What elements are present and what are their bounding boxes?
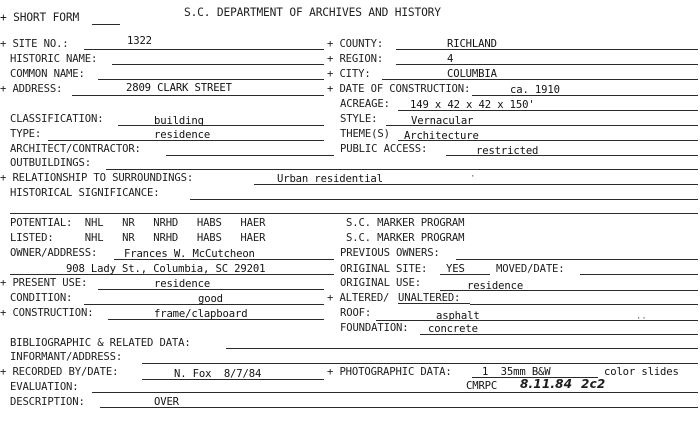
short-form-label: + SHORT FORM [0, 11, 80, 24]
county-label: + COUNTY: [327, 38, 384, 50]
address-value: 2809 CLARK STREET [126, 82, 232, 94]
site-no-label: + SITE NO.: [0, 38, 69, 50]
sc-marker-program-1: S.C. MARKER PROGRAM [346, 217, 465, 229]
previous-owners-label: PREVIOUS OWNERS: [340, 247, 440, 259]
relationship-label: + RELATIONSHIP TO SURROUNDINGS: [0, 172, 194, 184]
moved-date-label: MOVED/DATE: [496, 263, 565, 275]
evaluation-label: EVALUATION: [10, 381, 79, 393]
city-value: COLUMBIA [447, 68, 497, 80]
present-use-value: residence [154, 278, 211, 290]
owner-address-label: OWNER/ADDRESS: [10, 247, 98, 259]
region-line [396, 64, 698, 65]
type-label: TYPE: [10, 128, 42, 140]
unaltered-underline [398, 303, 470, 304]
unaltered-label: UNALTERED: [398, 292, 461, 304]
foundation-value: concrete [428, 323, 478, 335]
classification-value: building [154, 115, 204, 127]
historic-name-label: HISTORIC NAME: [10, 53, 98, 65]
historical-significance-line [190, 199, 698, 200]
condition-value: good [198, 293, 223, 305]
construction-label: + CONSTRUCTION: [0, 307, 94, 319]
significance-extra-line [10, 213, 698, 214]
roof-value: asphalt [436, 310, 480, 322]
original-site-label: ORIGINAL SITE: [340, 263, 428, 275]
owner-line2-value: 908 Lady St., Columbia, SC 29201 [66, 263, 266, 275]
date-of-construction-label: + DATE OF CONSTRUCTION: [327, 83, 471, 95]
roof-label: ROOF: [340, 307, 372, 319]
color-slides-value: color slides [604, 366, 679, 378]
public-access-line [446, 155, 698, 156]
common-name-line [98, 79, 324, 80]
architect-label: ARCHITECT/CONTRACTOR: [10, 143, 141, 155]
common-name-label: COMMON NAME: [10, 68, 85, 80]
owner-line1-value: Frances W. McCutcheon [124, 248, 255, 260]
description-label: DESCRIPTION: [10, 396, 85, 408]
owner-line2 [10, 274, 334, 275]
type-line [48, 140, 324, 141]
recorded-by-label: + RECORDED BY/DATE: [0, 366, 119, 378]
foundation-label: FOUNDATION: [340, 322, 409, 334]
altered-line [470, 304, 698, 305]
relationship-line [254, 184, 698, 185]
listed-row: LISTED: NHL NR NRHD HABS HAER [10, 232, 266, 244]
foundation-line [420, 334, 698, 335]
short-form-line [92, 24, 120, 25]
address-label: + ADDRESS: [0, 83, 63, 95]
construction-line [108, 319, 324, 320]
public-access-label: PUBLIC ACCESS: [340, 143, 428, 155]
outbuildings-line [106, 169, 698, 170]
site-no-value: 1322 [127, 35, 152, 47]
acreage-value: 149 x 42 x 42 x 150' [410, 99, 535, 111]
construction-value: frame/clapboard [154, 308, 248, 320]
county-line [396, 49, 698, 50]
original-use-value: residence [467, 280, 524, 292]
evaluation-line [92, 392, 698, 393]
recorded-by-value: N. Fox 8/7/84 [174, 368, 262, 380]
region-value: 4 [447, 53, 454, 65]
sc-marker-program-2: S.C. MARKER PROGRAM [346, 232, 465, 244]
bibliographic-label: BIBLIOGRAPHIC & RELATED DATA: [10, 337, 191, 349]
speck: ·· [636, 314, 647, 324]
present-use-line [98, 289, 324, 290]
original-site-line [440, 274, 490, 275]
handwritten-date-annotation: 8.11.84 2c2 [520, 377, 606, 391]
informant-label: INFORMANT/ADDRESS: [10, 351, 123, 363]
original-use-label: ORIGINAL USE: [340, 277, 421, 289]
site-no-line [84, 49, 324, 50]
original-use-line [440, 290, 698, 291]
acreage-line [398, 110, 698, 111]
date-of-construction-value: ca. 1910 [510, 84, 560, 96]
classification-label: CLASSIFICATION: [10, 113, 104, 125]
themes-label: THEME(S) [340, 128, 390, 140]
photographic-data-label: + PHOTOGRAPHIC DATA: [327, 366, 452, 378]
county-value: RICHLAND [447, 38, 497, 50]
type-value: residence [154, 129, 211, 141]
classification-line [118, 125, 324, 126]
themes-line [398, 140, 698, 141]
style-line [386, 125, 698, 126]
owner-line1 [114, 259, 334, 260]
potential-row: POTENTIAL: NHL NR NRHD HABS HAER [10, 217, 266, 229]
address-line [72, 95, 324, 96]
historic-name-line [112, 64, 324, 65]
city-label: + CITY: [327, 68, 371, 80]
form-title: S.C. DEPARTMENT OF ARCHIVES AND HISTORY [184, 6, 441, 19]
informant-line [142, 363, 698, 364]
city-line [382, 79, 698, 80]
moved-date-line [580, 274, 698, 275]
photographic-data-value: 1 35mm B&W [482, 366, 551, 378]
date-of-construction-line [472, 95, 698, 96]
description-line [100, 407, 698, 408]
original-site-value: YES [446, 263, 465, 275]
historical-significance-label: HISTORICAL SIGNIFICANCE: [10, 187, 160, 199]
public-access-value: restricted [476, 145, 539, 157]
speck: · [470, 172, 476, 182]
description-value: OVER [154, 396, 179, 408]
roof-line [376, 320, 698, 321]
acreage-label: ACREAGE: [340, 98, 390, 110]
style-label: STYLE: [340, 113, 378, 125]
region-label: + REGION: [327, 53, 384, 65]
condition-label: CONDITION: [10, 292, 73, 304]
present-use-label: + PRESENT USE: [0, 277, 88, 289]
relationship-value: Urban residential [277, 173, 383, 185]
themes-value: Architecture [404, 130, 479, 142]
altered-label: + ALTERED/ [327, 292, 390, 304]
architect-line [166, 155, 334, 156]
outbuildings-label: OUTBUILDINGS: [10, 157, 91, 169]
condition-line [84, 304, 324, 305]
previous-owners-line [456, 259, 698, 260]
bibliographic-line [226, 348, 698, 349]
style-value: Vernacular [411, 115, 474, 127]
recorded-by-line [142, 379, 324, 380]
cmrpc-value: CMRPC [466, 380, 498, 392]
